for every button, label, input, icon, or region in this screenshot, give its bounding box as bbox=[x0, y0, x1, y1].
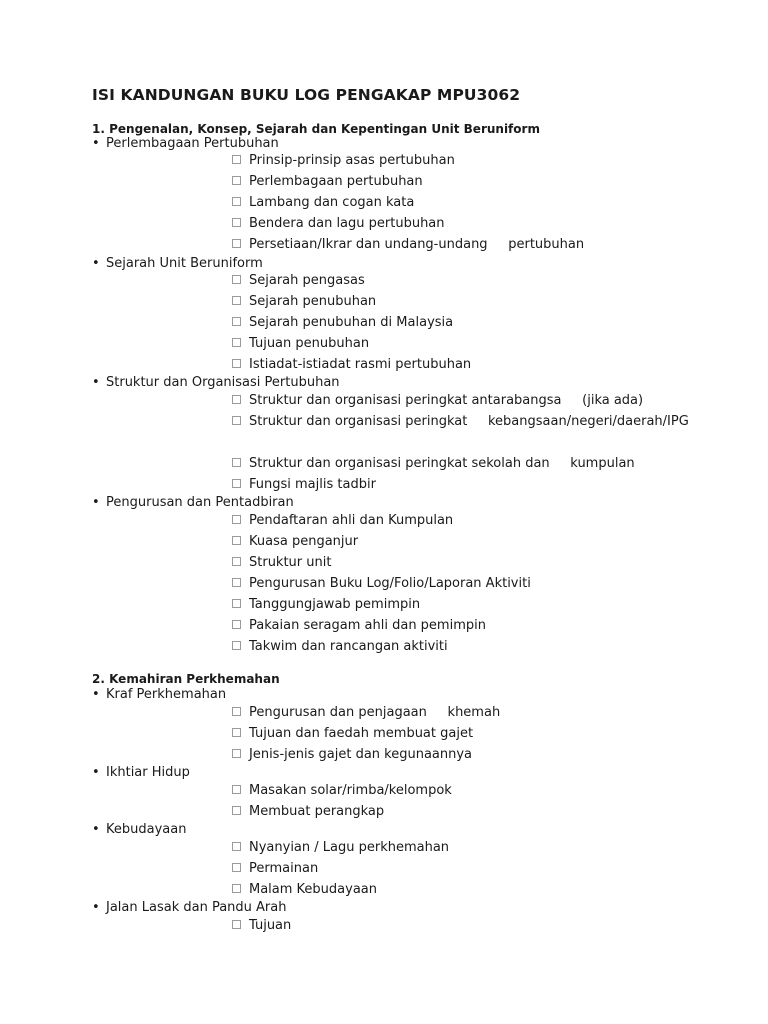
bullet-dot-icon: • bbox=[92, 495, 100, 510]
page-title: ISI KANDUNGAN BUKU LOG PENGAKAP MPU3062 bbox=[92, 86, 521, 104]
checkbox-icon bbox=[232, 599, 241, 608]
checkbox-icon bbox=[232, 536, 241, 545]
bullet-perlembagaan: • Perlembagaan Pertubuhan bbox=[92, 136, 279, 151]
checkbox-icon bbox=[232, 557, 241, 566]
bullet-ikhtiar: • Ikhtiar Hidup bbox=[92, 765, 190, 780]
checkbox-icon bbox=[232, 785, 241, 794]
section-1-heading: 1. Pengenalan, Konsep, Sejarah dan Kepentingan Unit Beruniform bbox=[92, 122, 540, 136]
list-item: Istiadat-istiadat rasmi pertubuhan bbox=[232, 357, 471, 372]
checkbox-icon bbox=[232, 515, 241, 524]
list-item: Masakan solar/rimba/kelompok bbox=[232, 783, 452, 798]
checkbox-icon bbox=[232, 863, 241, 872]
list-item: Pengurusan Buku Log/Folio/Laporan Aktiviti bbox=[232, 576, 531, 591]
list-item: Persetiaan/Ikrar dan undang-undang pertubuhan bbox=[232, 237, 584, 252]
list-item: Sejarah penubuhan di Malaysia bbox=[232, 315, 453, 330]
bullet-jalan-lasak: • Jalan Lasak dan Pandu Arah bbox=[92, 900, 287, 915]
checkbox-icon bbox=[232, 728, 241, 737]
bullet-dot-icon: • bbox=[92, 136, 100, 151]
list-item: Lambang dan cogan kata bbox=[232, 195, 414, 210]
list-item: Tujuan penubuhan bbox=[232, 336, 369, 351]
list-item: Takwim dan rancangan aktiviti bbox=[232, 639, 448, 654]
checkbox-icon bbox=[232, 749, 241, 758]
list-item: Struktur dan organisasi peringkat antarabangsa (jika ada) bbox=[232, 393, 643, 408]
list-item: Tujuan dan faedah membuat gajet bbox=[232, 726, 473, 741]
bullet-dot-icon: • bbox=[92, 822, 100, 837]
checkbox-icon bbox=[232, 416, 241, 425]
bullet-kraf: • Kraf Perkhemahan bbox=[92, 687, 227, 702]
bullet-struktur: • Struktur dan Organisasi Pertubuhan bbox=[92, 375, 340, 390]
list-item: Jenis-jenis gajet dan kegunaannya bbox=[232, 747, 472, 762]
bullet-dot-icon: • bbox=[92, 900, 100, 915]
checkbox-icon bbox=[232, 641, 241, 650]
bullet-dot-icon: • bbox=[92, 256, 100, 271]
list-item: Sejarah pengasas bbox=[232, 273, 365, 288]
checkbox-icon bbox=[232, 296, 241, 305]
checkbox-icon bbox=[232, 920, 241, 929]
list-item: Membuat perangkap bbox=[232, 804, 384, 819]
list-item: Fungsi majlis tadbir bbox=[232, 477, 376, 492]
list-item: Malam Kebudayaan bbox=[232, 882, 377, 897]
list-item: Nyanyian / Lagu perkhemahan bbox=[232, 840, 449, 855]
checkbox-icon bbox=[232, 578, 241, 587]
list-item: Struktur dan organisasi peringkat kebangsaan/negeri/daerah/IPG bbox=[232, 414, 689, 429]
checkbox-icon bbox=[232, 197, 241, 206]
list-item: Kuasa penganjur bbox=[232, 534, 358, 549]
list-item: Tujuan bbox=[232, 918, 291, 933]
list-item: Prinsip-prinsip asas pertubuhan bbox=[232, 153, 455, 168]
list-item: Bendera dan lagu pertubuhan bbox=[232, 216, 445, 231]
checkbox-icon bbox=[232, 620, 241, 629]
checkbox-icon bbox=[232, 176, 241, 185]
list-item: Permainan bbox=[232, 861, 318, 876]
checkbox-icon bbox=[232, 707, 241, 716]
section-2-heading: 2. Kemahiran Perkhemahan bbox=[92, 672, 280, 686]
bullet-dot-icon: • bbox=[92, 765, 100, 780]
bullet-dot-icon: • bbox=[92, 687, 100, 702]
checkbox-icon bbox=[232, 317, 241, 326]
checkbox-icon bbox=[232, 359, 241, 368]
checkbox-icon bbox=[232, 275, 241, 284]
checkbox-icon bbox=[232, 338, 241, 347]
list-item: Perlembagaan pertubuhan bbox=[232, 174, 423, 189]
bullet-dot-icon: • bbox=[92, 375, 100, 390]
list-item: Struktur dan organisasi peringkat sekolah dan kumpulan bbox=[232, 456, 635, 471]
checkbox-icon bbox=[232, 395, 241, 404]
bullet-pengurusan: • Pengurusan dan Pentadbiran bbox=[92, 495, 294, 510]
checkbox-icon bbox=[232, 806, 241, 815]
checkbox-icon bbox=[232, 884, 241, 893]
list-item: Pakaian seragam ahli dan pemimpin bbox=[232, 618, 486, 633]
list-item: Struktur unit bbox=[232, 555, 331, 570]
list-item: Tanggungjawab pemimpin bbox=[232, 597, 420, 612]
checkbox-icon bbox=[232, 842, 241, 851]
list-item: Sejarah penubuhan bbox=[232, 294, 376, 309]
bullet-sejarah: • Sejarah Unit Beruniform bbox=[92, 256, 263, 271]
checkbox-icon bbox=[232, 218, 241, 227]
bullet-kebudayaan: • Kebudayaan bbox=[92, 822, 187, 837]
list-item: Pendaftaran ahli dan Kumpulan bbox=[232, 513, 453, 528]
checkbox-icon bbox=[232, 155, 241, 164]
checkbox-icon bbox=[232, 239, 241, 248]
checkbox-icon bbox=[232, 479, 241, 488]
checkbox-icon bbox=[232, 458, 241, 467]
list-item: Pengurusan dan penjagaan khemah bbox=[232, 705, 500, 720]
